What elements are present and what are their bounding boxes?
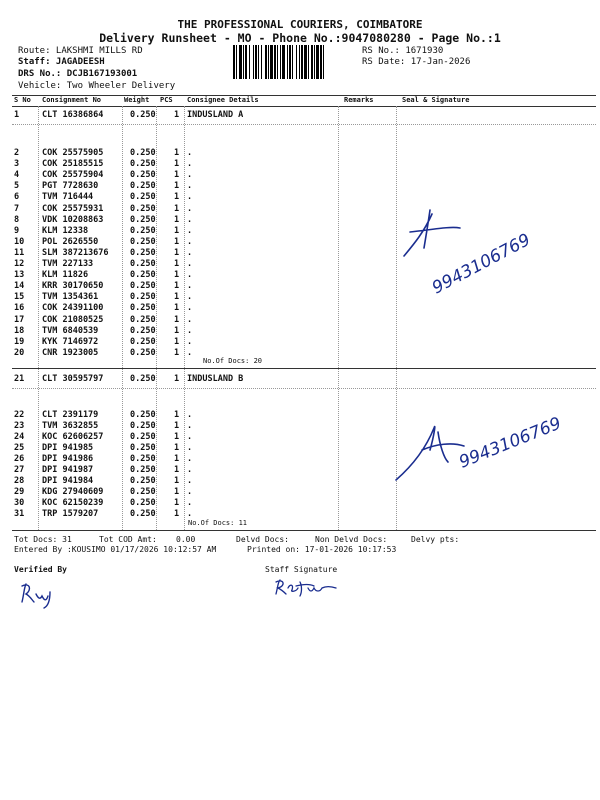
consignee: . [187,214,193,225]
table-row [14,292,214,303]
consignee: . [187,270,193,281]
col-divider [338,369,339,530]
consignment-no: TVM 227133 [42,259,94,269]
consignment-no: KOC 62150239 [42,498,104,508]
tot-docs: Tot Docs: 31 [14,535,72,544]
weight: 0.250 [130,247,156,258]
weight: 0.250 [130,314,156,325]
consignment-no: CLT 30595797 [42,374,104,384]
weight: 0.250 [130,443,156,453]
table-row [14,237,214,248]
weight: 0.250 [130,110,156,120]
consignment-no: CLT 2391179 [42,410,99,420]
sno: 12 [14,259,25,269]
weight: 0.250 [130,159,156,170]
pcs: 1 [174,454,180,464]
pcs: 1 [174,259,180,269]
consignee: . [187,181,193,192]
sno: 11 [14,247,25,258]
pcs: 1 [174,410,180,420]
consignee: INDUSLAND B [187,374,244,384]
consignee: . [187,203,193,214]
consignee: . [187,292,193,303]
sno: 18 [14,325,25,336]
weight: 0.250 [130,192,156,203]
runsheet-subtitle: Delivery Runsheet - MO - Phone No.:9047080280 - Page No.:1 [99,31,501,45]
sno: 3 [14,159,20,170]
staff-handwritten-signature [272,576,342,598]
signature-phone-2: 9943106769 [456,413,565,473]
delvd-docs: Delvd Docs: [236,535,289,544]
consignee: . [187,498,193,508]
sno: 21 [14,374,25,384]
pcs: 1 [174,214,180,225]
consignee: . [187,170,193,181]
consignment-no: KLM 11826 [42,270,89,281]
sno: 20 [14,347,25,358]
pcs: 1 [174,374,180,384]
consignee: . [187,336,193,347]
sno: 26 [14,454,25,464]
table-row [14,159,214,170]
table-row [14,509,214,520]
col-divider [338,106,339,368]
rs-date: RS Date: 17-Jan-2026 [362,57,471,67]
pcs: 1 [174,247,180,258]
sno: 2 [14,148,20,158]
table-row [14,432,214,443]
weight: 0.250 [130,410,156,420]
col-remarks: Remarks [344,96,374,104]
group2-docs-count: No.Of Docs: 11 [188,519,248,527]
consignee: . [187,148,193,158]
sno: 27 [14,465,25,475]
pcs: 1 [174,181,180,192]
consignee: INDUSLAND A [187,110,244,120]
staff-label: Staff: JAGADEESH [18,57,105,67]
pcs: 1 [174,148,180,158]
consignment-no: TVM 3632855 [42,421,99,431]
table-row [14,315,214,326]
route-label: Route: LAKSHMI MILLS RD [18,46,143,56]
table-row [14,303,214,314]
pcs: 1 [174,270,180,281]
consignment-no: DPI 941986 [42,454,94,464]
table-row [14,270,214,281]
consignee: . [187,465,193,475]
pcs: 1 [174,314,180,325]
consignment-no: VDK 10208863 [42,214,104,225]
sno: 7 [14,203,20,214]
table-row [14,465,214,476]
sno: 9 [14,225,20,236]
sno: 17 [14,314,25,325]
non-delvd-docs: Non Delvd Docs: [315,535,388,544]
drs-label: DRS No.: DCJB167193001 [18,69,138,79]
consignment-no: COK 24391100 [42,303,104,314]
pcs: 1 [174,476,180,486]
weight: 0.250 [130,203,156,214]
consignee: . [187,410,193,420]
sno: 8 [14,214,20,225]
consignee: . [187,225,193,236]
signature-phone-1: 9943106769 [428,229,534,299]
consignment-no: TRP 1579207 [42,509,99,519]
pcs: 1 [174,159,180,170]
weight: 0.250 [130,421,156,431]
pcs: 1 [174,443,180,453]
group1-docs-count: No.Of Docs: 20 [203,357,263,365]
sno: 31 [14,509,25,519]
sno: 30 [14,498,25,508]
col-weight: Weight [124,96,150,104]
consignment-no: DPI 941985 [42,443,94,453]
weight: 0.250 [130,225,156,236]
table-row [14,215,214,226]
pcs: 1 [174,170,180,181]
vehicle-label: Vehicle: Two Wheeler Delivery [18,81,176,91]
sno: 14 [14,281,25,292]
consignee: . [187,247,193,258]
consignee: . [187,421,193,431]
consignment-no: TVM 716444 [42,192,94,203]
entered-by: Entered By :KOUSIMO 01/17/2026 10:12:57 AM [14,545,217,554]
weight: 0.250 [130,148,156,158]
header-bottom-rule [12,106,596,107]
sno: 19 [14,336,25,347]
table-row [14,348,214,359]
col-pcs: PCS [160,96,173,104]
col-seal-signature: Seal & Signature [402,96,470,104]
col-consignee: Consignee Details [187,96,259,104]
weight: 0.250 [130,509,156,519]
pcs: 1 [174,203,180,214]
consignment-no: KRR 30170650 [42,281,104,292]
consignee: . [187,509,193,519]
table-row [14,337,214,348]
consignee: . [187,476,193,486]
table-row [14,410,214,421]
consignment-no: SLM 387213676 [42,247,109,258]
weight: 0.250 [130,325,156,336]
sno: 22 [14,410,25,420]
table-row [14,487,214,498]
consignment-no: CNR 1923005 [42,347,99,358]
group1-bottom-rule [12,368,596,369]
pcs: 1 [174,347,180,358]
weight: 0.250 [130,170,156,181]
table-row [14,192,214,203]
sno: 4 [14,170,20,181]
consignee: . [187,325,193,336]
col-consignment: Consignment No [42,96,102,104]
weight: 0.250 [130,214,156,225]
table-row [14,443,214,454]
table-row [14,326,214,337]
table-row [14,248,214,259]
pcs: 1 [174,281,180,292]
consignee: . [187,159,193,170]
verified-by-label: Verified By [14,565,67,574]
sno: 25 [14,443,25,453]
consignment-no: TVM 1354361 [42,292,99,303]
weight: 0.250 [130,347,156,358]
consignment-no: KOC 62606257 [42,432,104,442]
delivery-signature-1 [400,196,560,306]
consignee: . [187,443,193,453]
consignee: . [187,347,193,358]
table-row [14,498,214,509]
company-title: THE PROFESSIONAL COURIERS, COIMBATORE [177,18,423,31]
weight: 0.250 [130,336,156,347]
weight: 0.250 [130,281,156,292]
consignment-no: COK 25575931 [42,203,104,214]
consignment-no: POL 2626550 [42,236,99,247]
tot-cod-value: 0.00 [176,535,196,544]
sno: 6 [14,192,20,203]
consignment-no: CLT 16386864 [42,110,104,120]
pcs: 1 [174,292,180,303]
sno: 13 [14,270,25,281]
pcs: 1 [174,192,180,203]
weight: 0.250 [130,476,156,486]
verifier-signature [18,580,64,610]
consignee: . [187,281,193,292]
weight: 0.250 [130,498,156,508]
staff-signature-label: Staff Signature [265,565,338,574]
pcs: 1 [174,498,180,508]
sno: 23 [14,421,25,431]
row-rule [12,124,596,125]
table-row [14,476,214,487]
consignment-no: KLM 12338 [42,225,89,236]
consignment-no: PGT 7728630 [42,181,99,192]
consignment-no: COK 25575905 [42,148,104,158]
delivery-signature-2 [392,376,592,492]
sno: 28 [14,476,25,486]
weight: 0.250 [130,303,156,314]
consignment-no: KYK 7146972 [42,336,99,347]
consignee: . [187,432,193,442]
barcode [233,45,358,79]
sno: 5 [14,181,20,192]
table-row [14,226,214,237]
pcs: 1 [174,509,180,519]
pcs: 1 [174,110,180,120]
weight: 0.250 [130,181,156,192]
table-row [14,170,214,181]
consignee: . [187,314,193,325]
pcs: 1 [174,487,180,497]
sno: 16 [14,303,25,314]
rs-number: RS No.: 1671930 [362,46,444,56]
col-sno: S No [14,96,31,104]
weight: 0.250 [130,465,156,475]
table-row [14,181,214,192]
weight: 0.250 [130,270,156,281]
weight: 0.250 [130,236,156,247]
table-row [14,454,214,465]
weight: 0.250 [130,432,156,442]
table-row [14,204,214,215]
consignee: . [187,192,193,203]
pcs: 1 [174,325,180,336]
consignment-no: DPI 941987 [42,465,94,475]
sno: 24 [14,432,25,442]
consignee: . [187,487,193,497]
sno: 1 [14,110,20,120]
table-row [14,281,214,292]
weight: 0.250 [130,487,156,497]
weight: 0.250 [130,292,156,303]
table-row [14,421,214,432]
sno: 29 [14,487,25,497]
consignee: . [187,303,193,314]
sno: 10 [14,236,25,247]
pcs: 1 [174,432,180,442]
pcs: 1 [174,236,180,247]
consignee: . [187,454,193,464]
tot-cod-label: Tot COD Amt: [99,535,157,544]
consignment-no: COK 25575904 [42,170,104,181]
consignee: . [187,259,193,269]
pcs: 1 [174,225,180,236]
group2-bottom-rule [12,530,596,531]
consignment-no: COK 21080525 [42,314,104,325]
weight: 0.250 [130,374,156,384]
weight: 0.250 [130,259,156,269]
pcs: 1 [174,421,180,431]
consignment-no: DPI 941984 [42,476,94,486]
consignment-no: COK 25185515 [42,159,104,170]
consignment-no: TVM 6840539 [42,325,99,336]
consignee: . [187,236,193,247]
table-row [14,148,214,159]
pcs: 1 [174,336,180,347]
pcs: 1 [174,303,180,314]
table-row [14,259,214,270]
sno: 15 [14,292,25,303]
col-divider [396,106,397,368]
pcs: 1 [174,465,180,475]
printed-on: Printed on: 17-01-2026 10:17:53 [247,545,397,554]
weight: 0.250 [130,454,156,464]
consignment-no: KDG 27940609 [42,487,104,497]
delvy-pts: Delvy pts: [411,535,460,544]
